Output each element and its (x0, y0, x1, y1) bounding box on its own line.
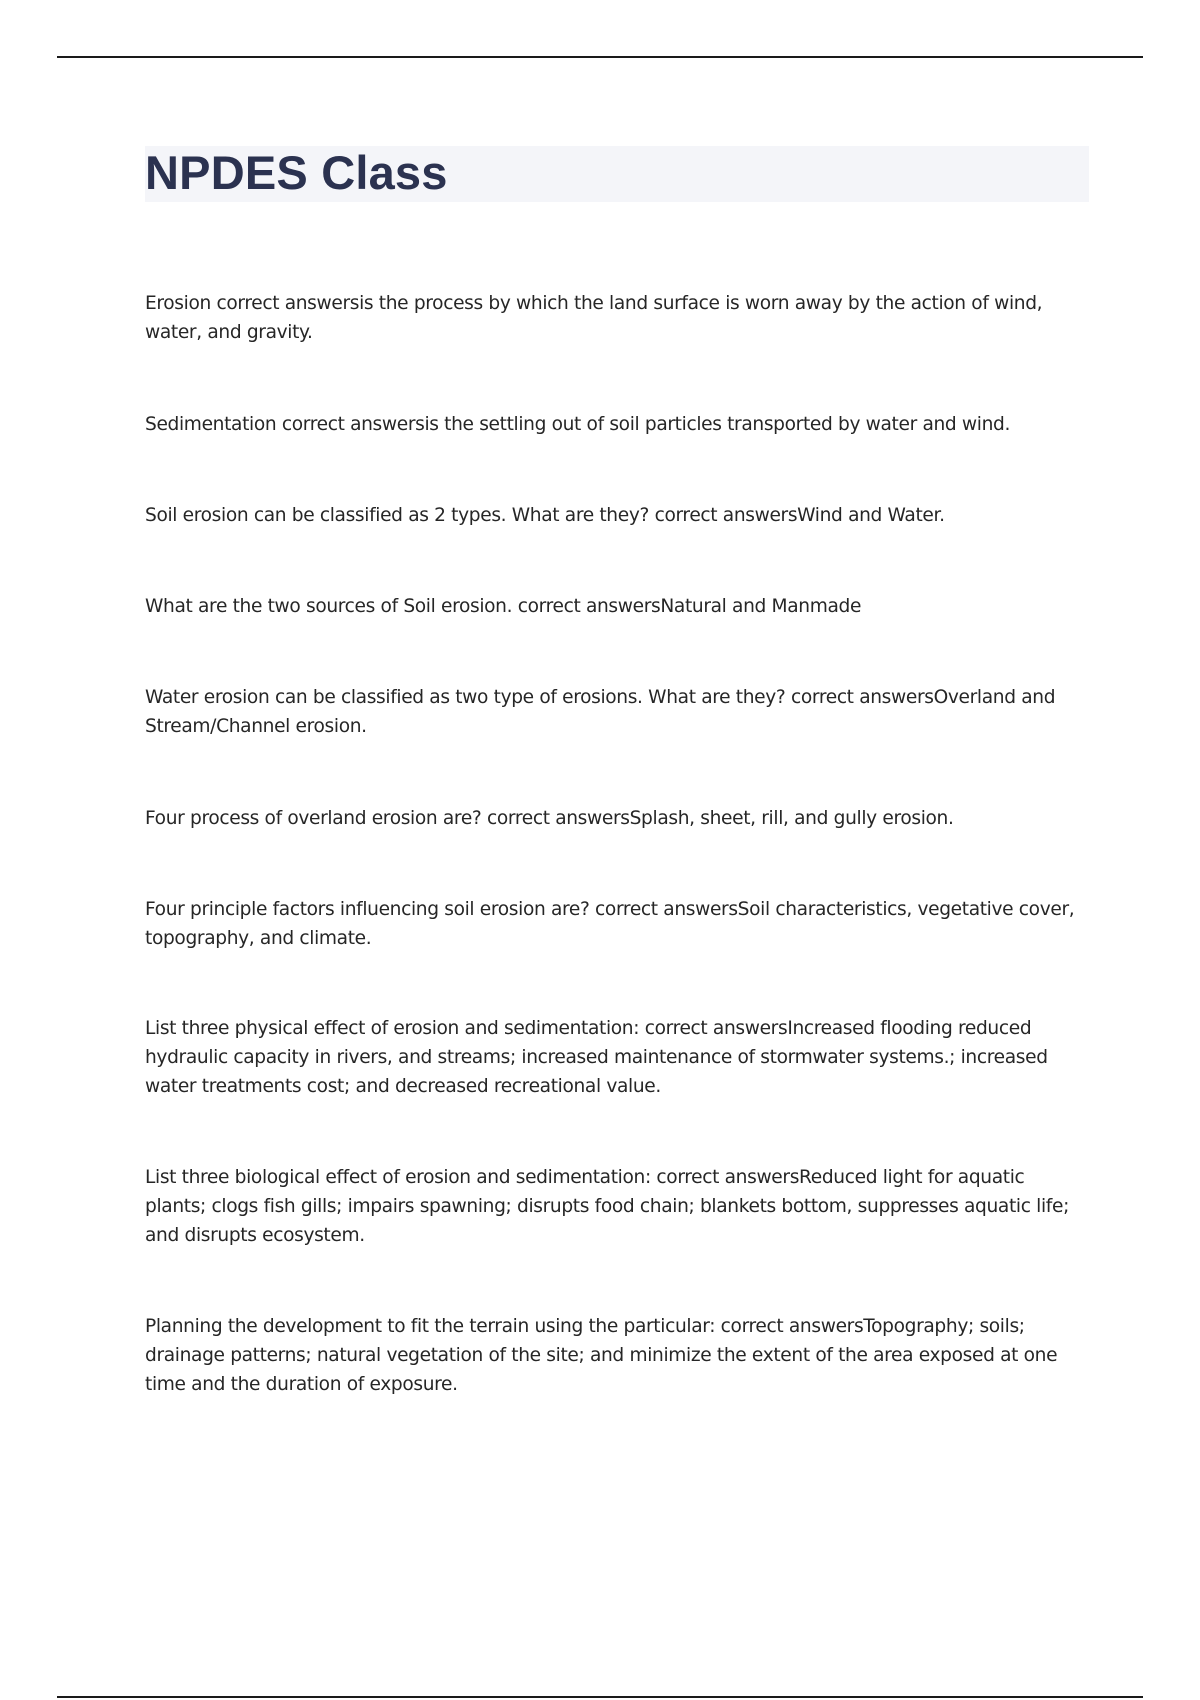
page-title: NPDES Class (145, 146, 448, 199)
qa-item-physical-effects: List three physical effect of erosion and sedimentation: correct answersIncreased flooding reduced hydraulic capacity in rivers, and streams; increased maintenance of stormwater systems.; increased water treatments cost; and decreased recreational value. (145, 1018, 1048, 1097)
qa-item-erosion-factors: Four principle factors influencing soil erosion are? correct answersSoil characteristics, vegetative cover, topography, and climate. (145, 899, 1075, 949)
qa-item-erosion: Erosion correct answersis the process by which the land surface is worn away by the action of wind, water, and gravity. (145, 293, 1043, 343)
qa-item-water-erosion: Water erosion can be classified as two type of erosions. What are they? correct answersOverland and Stream/Channel erosion. (145, 687, 1056, 737)
qa-item-planning: Planning the development to fit the terrain using the particular: correct answersTopography; soils; drainage patterns; natural vegetation of the site; and minimize the extent of the area exposed at one time and the duration of exposure. (145, 1316, 1058, 1395)
top-rule (57, 56, 1143, 58)
bottom-rule (57, 1696, 1143, 1698)
qa-item-erosion-types: Soil erosion can be classified as 2 types. What are they? correct answersWind and Water. (145, 505, 945, 526)
qa-item-erosion-sources: What are the two sources of Soil erosion. correct answersNatural and Manmade (145, 596, 862, 617)
qa-item-biological-effects: List three biological effect of erosion and sedimentation: correct answersReduced light for aquatic plants; clogs fish gills; impairs spawning; disrupts food chain; blankets bottom, suppresses aquatic life; and disrupts ecosystem. (145, 1167, 1069, 1246)
qa-item-overland-process: Four process of overland erosion are? correct answersSplash, sheet, rill, and gully erosion. (145, 808, 954, 829)
qa-item-sedimentation: Sedimentation correct answersis the settling out of soil particles transported by water and wind. (145, 414, 1011, 435)
